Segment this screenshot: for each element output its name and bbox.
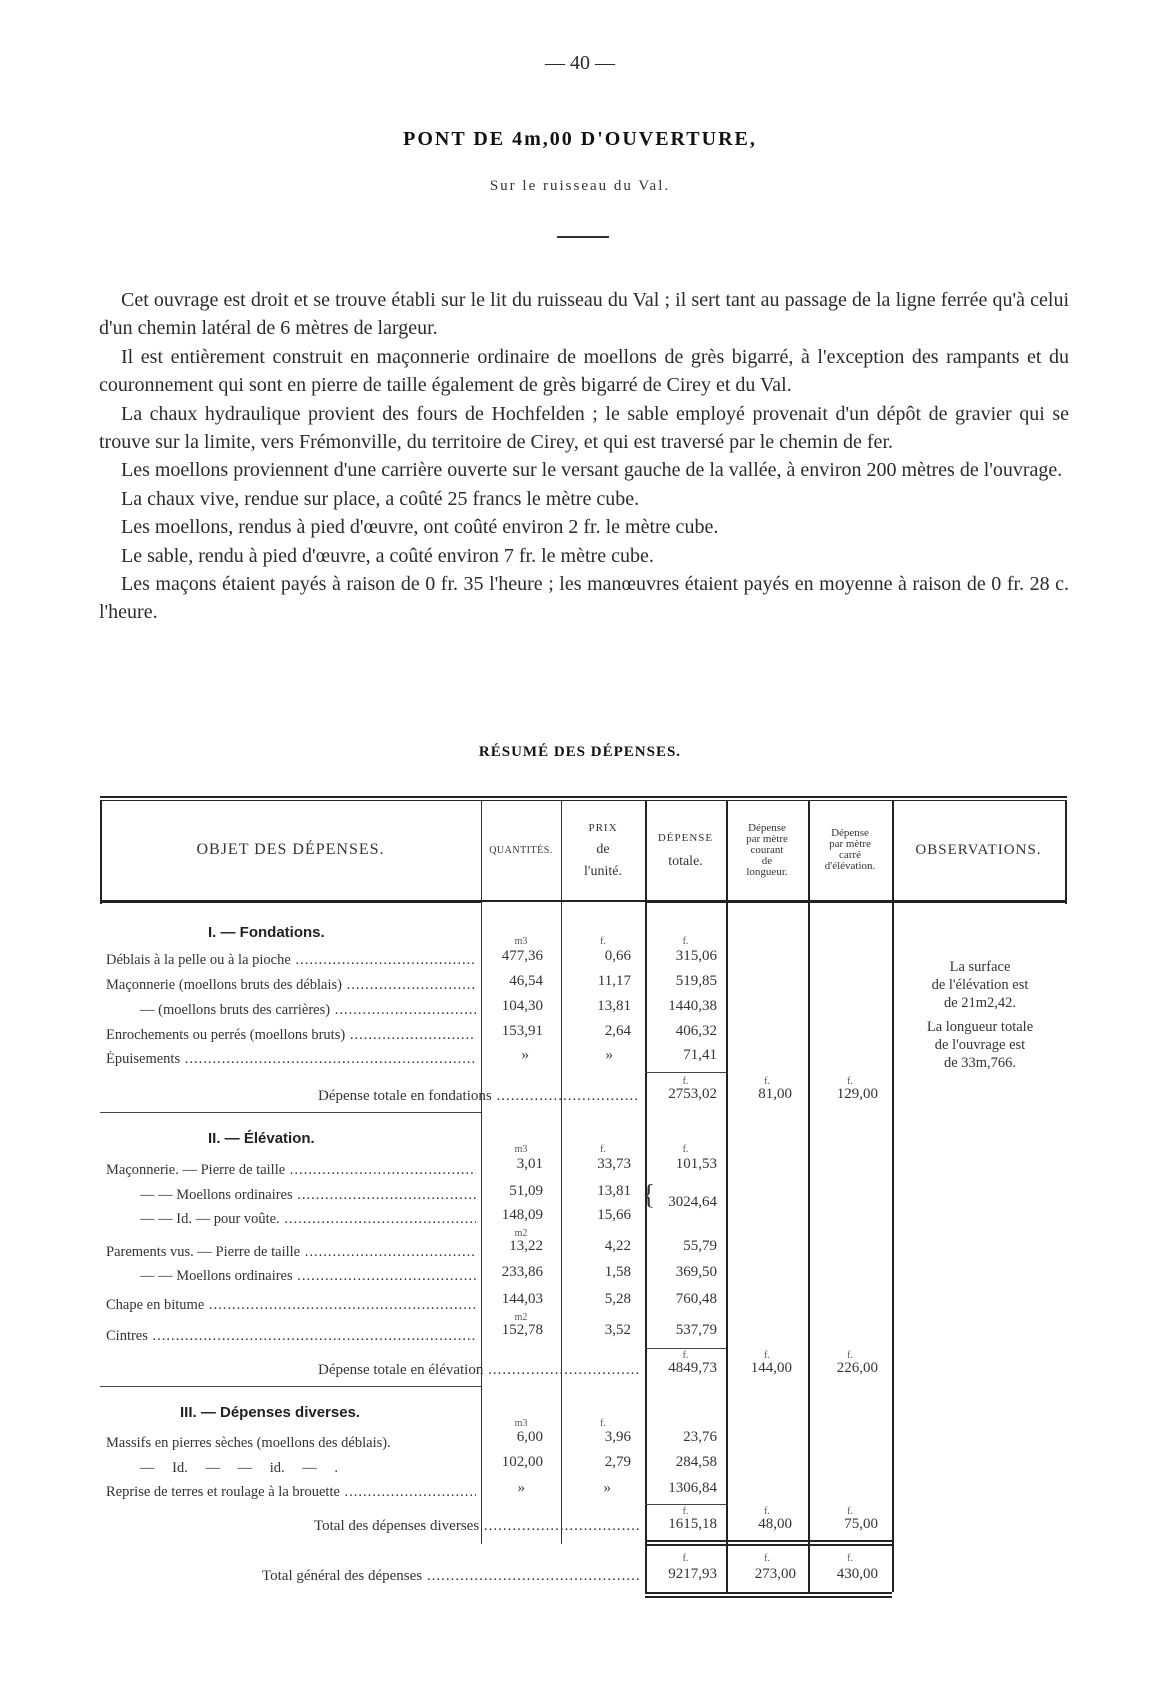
section-title: III. — Dépenses diverses. (180, 1404, 361, 1421)
row-qty: 13,22 (509, 1238, 543, 1254)
column-rule (1065, 800, 1067, 904)
row-total: 760,48 (675, 1291, 717, 1307)
unit-label: f. (764, 1350, 770, 1361)
unit-label: f. (682, 1553, 689, 1564)
subtotal-rule (645, 1504, 726, 1505)
row-label: Massifs en pierres sèches (moellons des déblais). (106, 1435, 391, 1451)
row-price: 15,66 (597, 1207, 631, 1223)
header-par-metre-courant: Dépense par mètre courant de longueur. (746, 821, 788, 878)
header-prix: PRIX de l'unité. (584, 822, 622, 879)
row-price: 5,28 (604, 1291, 631, 1307)
title-divider (557, 236, 609, 238)
row-total: 71,41 (683, 1047, 717, 1063)
paragraph: Les moellons proviennent d'une carrière ouverte sur le versant gauche de la vallée, à environ 200 mètres de l'ouvrage. (121, 459, 1063, 482)
row-label: — — Moellons ordinaires ..... (140, 1268, 476, 1285)
column-rule (808, 800, 810, 1549)
row-label: Épuisements ..... (106, 1051, 476, 1068)
paragraph: La chaux hydraulique provient des fours de Hochfelden ; le sable employé provenait d'un dépôt de gravier qui se trouve sur la limite, vers Frémonville, du territoire de Cirey, et qui est traversé par le chemin de fer. (99, 402, 1069, 454)
row-total: 369,50 (675, 1264, 717, 1280)
page-number: — 40 — (545, 52, 615, 74)
row-qty: 51,09 (509, 1183, 543, 1199)
row-price: » (603, 1480, 611, 1496)
paragraph: Le sable, rendu à pied d'œuvre, a coûté environ 7 fr. le mètre cube. (121, 544, 654, 567)
header-par-metre-carre: Dépense par mètre carré d'élévation. (824, 827, 876, 872)
column-rule (645, 1548, 647, 1592)
subtotal-label: Total des dépenses diverses ..... (314, 1518, 640, 1535)
table-bottom-rule (645, 1592, 892, 1594)
row-total: 315,06 (675, 948, 717, 964)
page-subtitle: Sur le ruisseau du Val. (489, 178, 671, 194)
grand-total-per-metre-courant: 273,00 (754, 1566, 796, 1582)
observation-line: de l'élévation est (931, 977, 1029, 993)
unit-label: m3 (514, 936, 528, 947)
observation-line: de l'ouvrage est (934, 1037, 1026, 1053)
row-qty: 148,09 (501, 1207, 543, 1223)
row-price: 2,64 (604, 1023, 631, 1039)
row-qty: 233,86 (501, 1264, 543, 1280)
header-quantites: QUANTITÉS. (489, 844, 553, 856)
grand-total-per-metre-carre: 430,00 (836, 1566, 878, 1582)
table-bottom-rule (645, 1596, 892, 1598)
row-total: 284,58 (675, 1454, 717, 1470)
unit-label: m2 (514, 1312, 528, 1323)
header-objet: OBJET DES DÉPENSES. (196, 841, 385, 858)
per-metre-courant: 48,00 (758, 1516, 792, 1532)
unit-label: m3 (514, 1418, 528, 1429)
unit-label: f. (600, 1144, 606, 1155)
unit-label: f. (764, 1553, 770, 1564)
row-total: 23,76 (683, 1429, 717, 1445)
row-qty: 144,03 (501, 1291, 543, 1307)
paragraph: Il est entièrement construit en maçonnerie ordinaire de moellons de grès bigarré, à l'exception des rampants et du couronnement qui sont en pierre de taille également de grès bigarré de Cirey et du Val. (99, 345, 1069, 397)
row-price: » (605, 1047, 613, 1063)
column-rule (808, 1548, 810, 1592)
row-price: 11,17 (597, 973, 631, 989)
header-rule (100, 900, 481, 903)
row-price: 3,52 (604, 1322, 631, 1338)
row-qty: 104,30 (501, 998, 543, 1014)
row-qty: 477,36 (501, 948, 543, 964)
subtotal-rule (645, 1072, 726, 1073)
row-qty: 102,00 (501, 1454, 543, 1470)
row-label: — (moellons bruts des carrières) ..... (140, 1002, 476, 1019)
row-total: 55,79 (683, 1238, 717, 1254)
subtotal-value: 2753,02 (668, 1086, 717, 1102)
header-observations: OBSERVATIONS. (915, 841, 1042, 858)
row-label: — Id. — — id. — . (140, 1460, 338, 1476)
grand-total-label: Total général des dépenses ..... (262, 1568, 640, 1585)
paragraph: Les moellons, rendus à pied d'œuvre, ont coûté environ 2 fr. le mètre cube. (121, 516, 719, 539)
column-rule (726, 800, 728, 1549)
summary-title: RÉSUMÉ DES DÉPENSES. (478, 744, 682, 760)
observation-line: de 21m2,42. (943, 995, 1017, 1011)
row-price: 3,96 (604, 1429, 631, 1445)
row-label: Maçonnerie (moellons bruts des déblais) ..... (106, 977, 476, 994)
row-price: 13,81 (597, 1183, 631, 1199)
expense-table (100, 796, 1067, 1549)
unit-label: f. (682, 1076, 689, 1087)
row-label: Enrochements ou perrés (moellons bruts) ..... (106, 1027, 476, 1044)
column-rule (726, 1548, 728, 1592)
bracket-icon: { (642, 1180, 656, 1211)
unit-label: f. (764, 1506, 770, 1517)
row-label: Parements vus. — Pierre de taille ..... (106, 1244, 476, 1261)
row-total: 3024,64 (668, 1194, 717, 1210)
table-top-rule (100, 800, 1067, 801)
unit-label: f. (847, 1076, 853, 1087)
subtotal-label: Dépense totale en fondations ..... (318, 1088, 640, 1105)
row-price: 13,81 (597, 998, 631, 1014)
observation-line: La longueur totale (926, 1019, 1034, 1035)
table-top-rule (100, 796, 1067, 798)
row-price: 0,66 (604, 948, 631, 964)
row-total: 406,32 (675, 1023, 717, 1039)
per-metre-carre: 75,00 (844, 1516, 878, 1532)
per-metre-courant: 144,00 (750, 1360, 792, 1376)
row-price: 4,22 (604, 1238, 631, 1254)
row-label: Chape en bitume ..... (106, 1297, 476, 1314)
per-metre-courant: 81,00 (758, 1086, 792, 1102)
unit-label: f. (847, 1506, 853, 1517)
row-label: Reprise de terres et roulage à la brouette ..... (106, 1484, 476, 1501)
row-total: 1440,38 (668, 998, 717, 1014)
header-rule (561, 900, 645, 902)
page-title: PONT DE 4m,00 D'OUVERTURE, (403, 128, 757, 150)
unit-label: f. (682, 1506, 689, 1517)
unit-label: f. (682, 1144, 689, 1155)
paragraph: Cet ouvrage est droit et se trouve établi sur le lit du ruisseau du Val ; il sert tant au passage de la ligne ferrée qu'à celui d'un chemin latéral de 6 mètres de largeur. (99, 289, 1069, 340)
unit-label: m2 (514, 1228, 528, 1239)
row-qty: 152,78 (501, 1322, 543, 1338)
section-title: I. — Fondations. (208, 924, 325, 941)
grand-total-value: 9217,93 (668, 1566, 717, 1582)
unit-label: f. (847, 1553, 853, 1564)
section-rule (100, 1386, 481, 1387)
row-label: Maçonnerie. — Pierre de taille ..... (106, 1162, 476, 1179)
unit-label: f. (764, 1076, 770, 1087)
row-label: — — Id. — pour voûte. ..... (140, 1211, 476, 1228)
unit-label: f. (600, 936, 606, 947)
section-rule (100, 1112, 481, 1113)
row-price: 1,58 (604, 1264, 631, 1280)
header-rule (645, 900, 1065, 903)
section-rule (645, 1544, 892, 1546)
row-total: 537,79 (675, 1322, 717, 1338)
row-label: Cintres ..... (106, 1328, 476, 1345)
subtotal-value: 1615,18 (668, 1516, 717, 1532)
row-total: 101,53 (675, 1156, 717, 1172)
row-qty: » (521, 1047, 529, 1063)
row-price: 2,79 (604, 1454, 631, 1470)
body-text (99, 286, 1069, 627)
row-qty: » (517, 1480, 525, 1496)
header-depense: DÉPENSE totale. (657, 832, 714, 869)
header-rule (481, 900, 561, 902)
row-qty: 6,00 (516, 1429, 543, 1445)
column-rule (892, 800, 894, 1549)
unit-label: f. (600, 1418, 606, 1429)
observation-line: de 33m,766. (943, 1055, 1017, 1071)
unit-label: f. (682, 936, 689, 947)
row-qty: 46,54 (509, 973, 543, 989)
paragraph: La chaux vive, rendue sur place, a coûté 25 francs le mètre cube. (121, 487, 640, 510)
row-price: 33,73 (597, 1156, 631, 1172)
row-total: 1306,84 (668, 1480, 717, 1496)
row-label: — — Moellons ordinaires ..... (140, 1187, 476, 1204)
observation-line: La surface (949, 959, 1011, 975)
unit-label: m3 (514, 1144, 528, 1155)
per-metre-carre: 129,00 (836, 1086, 878, 1102)
subtotal-value: 4849,73 (668, 1360, 717, 1376)
row-label: Déblais à la pelle ou à la pioche ..... (106, 952, 476, 969)
unit-label: f. (847, 1350, 853, 1361)
section-title: II. — Élévation. (208, 1130, 315, 1147)
column-rule (892, 1548, 894, 1592)
row-qty: 3,01 (516, 1156, 543, 1172)
row-qty: 153,91 (501, 1023, 543, 1039)
subtotal-label: Dépense totale en élévation ..... (318, 1362, 640, 1379)
unit-label: f. (682, 1350, 689, 1361)
paragraph: Les maçons étaient payés à raison de 0 fr. 35 l'heure ; les manœuvres étaient payés en moyenne à raison de 0 fr. 28 c. l'heure. (99, 573, 1069, 624)
per-metre-carre: 226,00 (836, 1360, 878, 1376)
observations-note (900, 958, 1060, 1072)
subtotal-rule (645, 1348, 726, 1349)
section-rule (645, 1540, 892, 1542)
row-total: 519,85 (675, 973, 717, 989)
